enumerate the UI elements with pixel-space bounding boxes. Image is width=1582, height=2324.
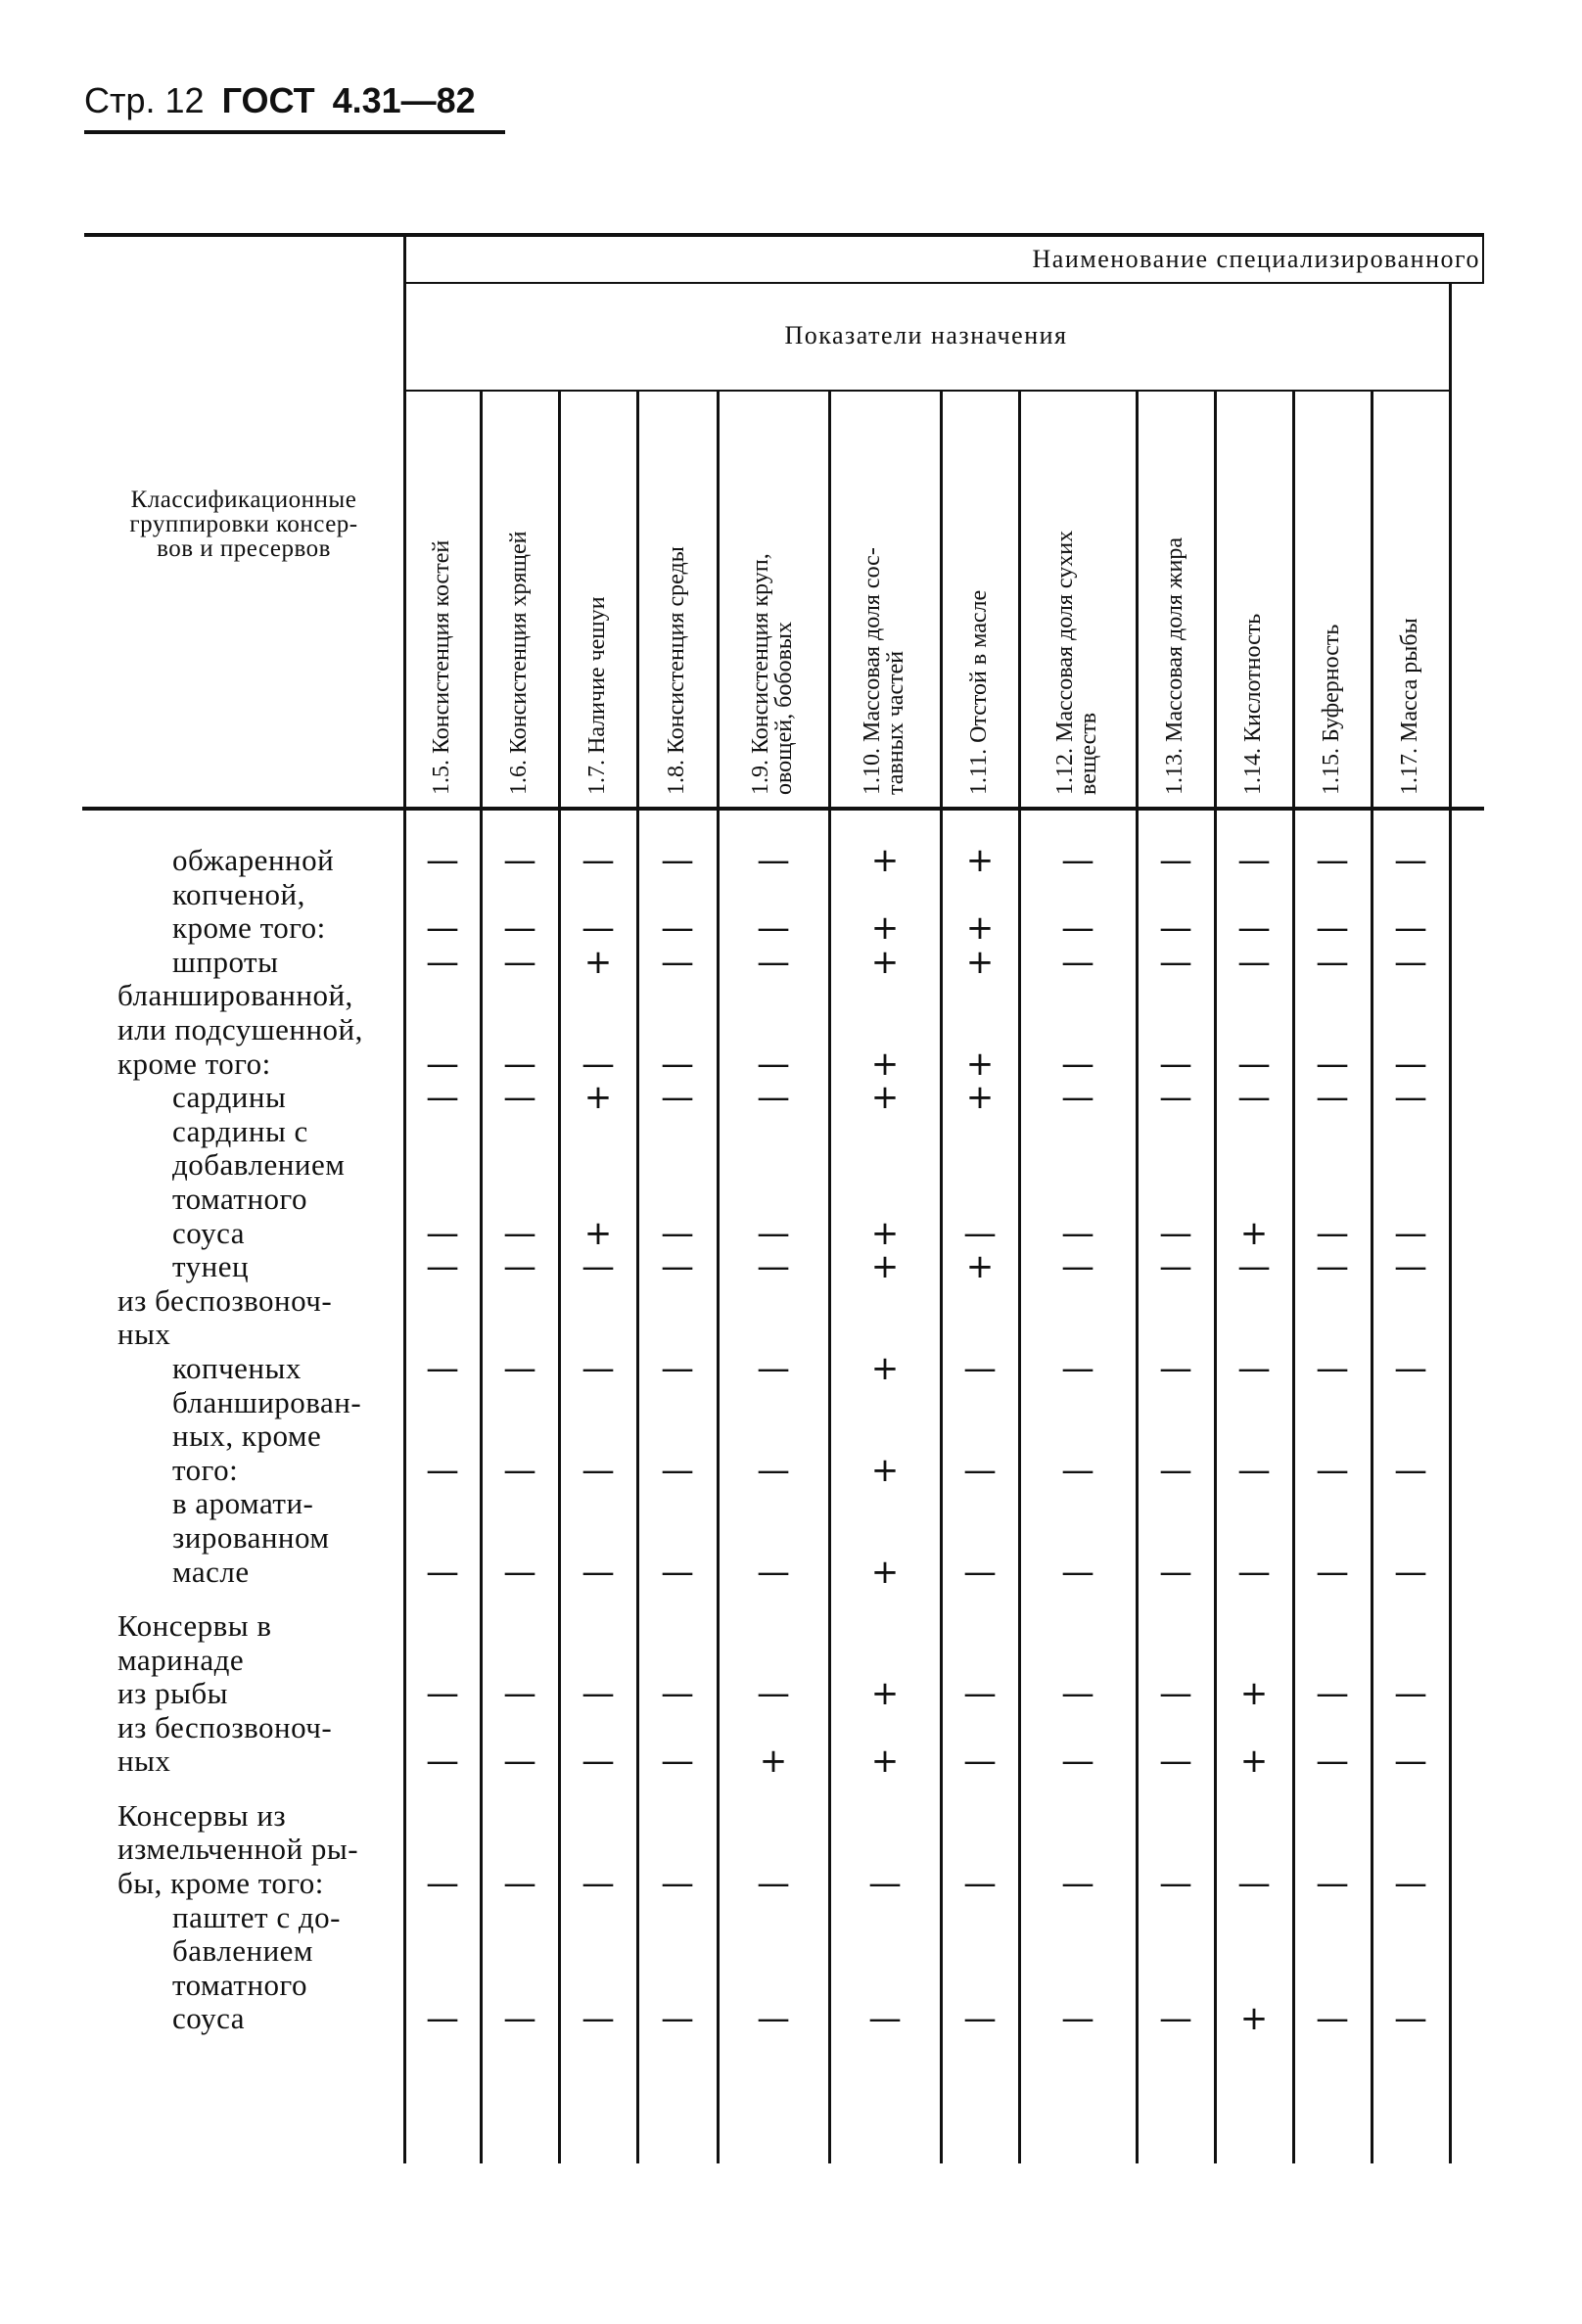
table-cell: + <box>870 1450 900 1490</box>
table-cell: — <box>1061 1044 1094 1084</box>
table-cell: — <box>1237 1078 1271 1118</box>
group-rule <box>403 282 1484 284</box>
table-cell: — <box>1061 942 1094 982</box>
table-cell: — <box>661 1349 694 1388</box>
standard-label: ГОСТ <box>221 80 315 120</box>
table-cell: — <box>1159 1078 1192 1118</box>
table-cell: — <box>1394 1044 1427 1084</box>
column-header-label: 1.6. Консистенция хрящей <box>506 531 532 795</box>
table-cell: — <box>1159 1674 1192 1714</box>
table-cell: — <box>1061 1863 1094 1903</box>
table-cell: — <box>1159 908 1192 949</box>
table-cell: — <box>1237 942 1271 982</box>
table-cell: + <box>1239 1999 1269 2039</box>
table-cell: — <box>426 1552 459 1592</box>
table-cell: — <box>582 1044 615 1084</box>
table-cell: — <box>1394 1552 1427 1592</box>
row-label: бланширован- ных, кроме того: <box>172 1384 362 1487</box>
table-cell: — <box>1237 1863 1271 1903</box>
table-cell: — <box>503 1044 536 1084</box>
column-header-label: 1.8. Консистенция среды <box>664 546 689 795</box>
table-cell: — <box>1394 841 1427 880</box>
table-cell: — <box>757 1247 790 1287</box>
column-divider <box>1018 392 1021 2163</box>
table-cell: — <box>1394 942 1427 982</box>
table-cell: — <box>1061 1742 1094 1782</box>
subgroup-title: Показатели назначения <box>784 321 1068 349</box>
table-cell: — <box>661 908 694 949</box>
column-header-label: 1.17. Масса рыбы <box>1397 618 1422 795</box>
page-number: Стр. 12 <box>84 80 205 120</box>
table-cell: — <box>426 908 459 949</box>
table-cell: — <box>426 1078 459 1118</box>
table-cell: — <box>1316 1450 1349 1490</box>
table-cell: — <box>1394 1742 1427 1782</box>
table-cell: — <box>1061 1247 1094 1287</box>
column-divider <box>403 235 406 2163</box>
table-cell: — <box>1159 1044 1192 1084</box>
table-cell: — <box>661 1078 694 1118</box>
column-header-label: 1.13. Массовая доля жира <box>1162 537 1187 795</box>
table-cell: — <box>1316 1349 1349 1388</box>
table-cell: + <box>870 1349 900 1388</box>
row-label: сардины <box>172 1080 287 1115</box>
table-cell: + <box>870 841 900 880</box>
table-cell: — <box>503 841 536 880</box>
table-cell: — <box>1061 1999 1094 2039</box>
table-cell: + <box>870 1552 900 1592</box>
table-cell: — <box>1316 1247 1349 1287</box>
table-cell: — <box>1394 908 1427 949</box>
row-label: тунец <box>172 1249 250 1284</box>
table-cell: — <box>426 841 459 880</box>
table-cell: — <box>963 1674 997 1714</box>
table-cell: — <box>868 1999 902 2039</box>
table-cell: — <box>1316 942 1349 982</box>
table-cell: — <box>757 1450 790 1490</box>
table-cell: — <box>1316 841 1349 880</box>
column-divider <box>1214 392 1217 2163</box>
row-header-label: Классификационные группировки консер- вов и пресервов <box>129 487 358 562</box>
table-cell: — <box>757 1674 790 1714</box>
table-cell: — <box>1061 1674 1094 1714</box>
table-cell: + <box>1239 1213 1269 1253</box>
column-header <box>1018 401 1136 803</box>
table-cell: — <box>426 1450 459 1490</box>
table-cell: — <box>1237 1247 1271 1287</box>
column-divider <box>1482 235 1484 284</box>
table-cell: + <box>870 1247 900 1287</box>
table-cell: — <box>1237 841 1271 880</box>
column-header-label: 1.5. Консистенция костей <box>429 539 454 795</box>
table-cell: — <box>661 942 694 982</box>
table-cell: — <box>1316 1999 1349 2039</box>
table-top-rule <box>84 233 1484 237</box>
table-cell: — <box>503 1450 536 1490</box>
table-cell: — <box>1316 1742 1349 1782</box>
table-cell: — <box>582 841 615 880</box>
table-cell: — <box>1061 1552 1094 1592</box>
column-header-label: 1.10. Массовая доля сос- тавных частей <box>860 547 908 795</box>
table-cell: — <box>503 1247 536 1287</box>
column-header <box>1292 401 1371 803</box>
table-cell: — <box>661 1999 694 2039</box>
table-cell: — <box>426 1863 459 1903</box>
column-header-label: 1.11. Отстой в масле <box>966 589 992 795</box>
row-label: Консервы из измельченной ры- бы, кроме того: <box>117 1797 359 1900</box>
table-cell: — <box>1159 1742 1192 1782</box>
table-cell: — <box>1316 1078 1349 1118</box>
table-cell: — <box>1159 841 1192 880</box>
row-label: копченых <box>172 1351 302 1385</box>
table-cell: — <box>661 1742 694 1782</box>
table-cell: — <box>582 908 615 949</box>
column-header-label: 1.7. Наличие чешуи <box>584 596 610 795</box>
table-cell: — <box>426 1742 459 1782</box>
table-cell: — <box>1061 841 1094 880</box>
table-cell: — <box>661 1044 694 1084</box>
table-cell: — <box>1159 1213 1192 1253</box>
row-label: паштет с до- бавлением томатного соуса <box>172 1899 341 2036</box>
table-cell: — <box>1394 1349 1427 1388</box>
table-cell: — <box>1061 1213 1094 1253</box>
table-cell: — <box>1159 942 1192 982</box>
table-cell: — <box>757 1078 790 1118</box>
row-label: Консервы в маринаде <box>117 1607 272 1677</box>
table-cell: — <box>503 1078 536 1118</box>
table-cell: — <box>503 908 536 949</box>
column-divider <box>1449 284 1452 2163</box>
column-header <box>1136 401 1214 803</box>
column-header <box>828 401 940 803</box>
table-cell: — <box>661 1674 694 1714</box>
row-label: бланшированной, или подсушенной, кроме того: <box>117 978 363 1081</box>
table-cell: — <box>1394 1999 1427 2039</box>
table-cell: — <box>757 908 790 949</box>
table-cell: — <box>582 1674 615 1714</box>
table-cell: — <box>582 1349 615 1388</box>
table-cell: — <box>963 1552 997 1592</box>
table-cell: + <box>583 942 613 982</box>
column-header <box>717 401 828 803</box>
table-cell: — <box>582 1552 615 1592</box>
table-cell: — <box>757 1044 790 1084</box>
table-cell: — <box>582 1863 615 1903</box>
table-cell: — <box>503 1742 536 1782</box>
table-cell: + <box>965 841 995 880</box>
table-cell: — <box>757 1999 790 2039</box>
table-cell: — <box>1159 1999 1192 2039</box>
table-cell: — <box>1237 1044 1271 1084</box>
table-cell: — <box>757 1552 790 1592</box>
table-cell: — <box>1159 1450 1192 1490</box>
table-cell: — <box>1061 1450 1094 1490</box>
table-cell: + <box>583 1213 613 1253</box>
table-cell: — <box>426 1247 459 1287</box>
table-cell: — <box>661 1213 694 1253</box>
table-cell: — <box>757 1213 790 1253</box>
table-cell: + <box>965 1044 995 1084</box>
table-cell: + <box>870 1044 900 1084</box>
table-cell: — <box>1061 1078 1094 1118</box>
table-cell: — <box>1237 908 1271 949</box>
table-cell: — <box>1316 1552 1349 1592</box>
table-cell: — <box>1394 1078 1427 1118</box>
table-cell: — <box>661 1450 694 1490</box>
column-header-label: 1.15. Буферность <box>1319 624 1344 795</box>
table-cell: — <box>1394 1450 1427 1490</box>
column-divider <box>1292 392 1295 2163</box>
table-cell: — <box>868 1863 902 1903</box>
table-cell: — <box>963 1450 997 1490</box>
table-cell: — <box>1159 1863 1192 1903</box>
table-cell: — <box>757 1349 790 1388</box>
table-cell: — <box>1316 1044 1349 1084</box>
table-cell: — <box>963 1349 997 1388</box>
column-header <box>636 401 717 803</box>
table-cell: — <box>1394 1247 1427 1287</box>
table-cell: — <box>503 1863 536 1903</box>
table-cell: — <box>661 1863 694 1903</box>
row-label: сардины с добавлением томатного соуса <box>172 1113 346 1250</box>
table-cell: — <box>503 942 536 982</box>
table-cell: — <box>1316 1674 1349 1714</box>
table-cell: + <box>870 1213 900 1253</box>
table-cell: — <box>1316 1863 1349 1903</box>
table-cell: + <box>965 908 995 949</box>
row-label: шпроты <box>172 944 279 979</box>
table-cell: — <box>1159 1349 1192 1388</box>
table-cell: — <box>661 1247 694 1287</box>
table-cell: + <box>759 1742 788 1782</box>
row-label: обжаренной копченой, кроме того: <box>172 843 335 946</box>
table-cell: — <box>1316 1213 1349 1253</box>
table-cell: — <box>582 1247 615 1287</box>
column-header <box>480 401 558 803</box>
table-cell: — <box>426 1674 459 1714</box>
table-cell: — <box>426 942 459 982</box>
column-divider <box>717 392 720 2163</box>
table-cell: — <box>1394 1674 1427 1714</box>
column-header-label: 1.14. Кислотность <box>1240 613 1266 795</box>
table-cell: — <box>963 1742 997 1782</box>
column-header <box>403 401 480 803</box>
table-cell: — <box>426 1999 459 2039</box>
table-cell: + <box>870 942 900 982</box>
row-label: из беспозвоноч- ных <box>117 1709 333 1779</box>
table-cell: — <box>1237 1349 1271 1388</box>
table-cell: — <box>426 1349 459 1388</box>
table-cell: — <box>1061 1349 1094 1388</box>
table-cell: + <box>965 1078 995 1118</box>
table-cell: + <box>965 1247 995 1287</box>
row-label: в аромати- зированном масле <box>172 1486 330 1589</box>
table-cell: — <box>757 1863 790 1903</box>
table-cell: — <box>1316 908 1349 949</box>
column-divider <box>828 392 831 2163</box>
column-header-label: 1.9. Консистенция круп, овощей, бобовых <box>748 553 797 795</box>
table-cell: — <box>1159 1552 1192 1592</box>
column-divider <box>1371 392 1373 2163</box>
table-cell: — <box>1061 908 1094 949</box>
table-cell: — <box>661 1552 694 1592</box>
table-cell: — <box>426 1044 459 1084</box>
column-header <box>558 401 636 803</box>
table-cell: — <box>503 1349 536 1388</box>
column-group-title: Наименование специализированного <box>1032 245 1480 273</box>
table-cell: — <box>503 1213 536 1253</box>
table-cell: + <box>870 908 900 949</box>
table-cell: + <box>1239 1742 1269 1782</box>
standard-number: 4.31—82 <box>332 80 476 120</box>
column-divider <box>480 392 483 2163</box>
header-bottom-rule <box>82 807 1484 811</box>
table-cell: — <box>1394 1863 1427 1903</box>
table-cell: + <box>1239 1674 1269 1714</box>
table-cell: — <box>963 1999 997 2039</box>
table-cell: — <box>757 942 790 982</box>
column-header <box>1371 401 1449 803</box>
column-header-label: 1.12. Массовая доля сухих веществ <box>1052 530 1101 795</box>
table-cell: — <box>1159 1247 1192 1287</box>
table-cell: — <box>503 1552 536 1592</box>
table-cell: + <box>965 942 995 982</box>
table-cell: — <box>1394 1213 1427 1253</box>
table-cell: — <box>582 1450 615 1490</box>
table-cell: — <box>963 1213 997 1253</box>
table-cell: — <box>582 1742 615 1782</box>
table-cell: — <box>757 841 790 880</box>
table-cell: + <box>583 1078 613 1118</box>
table-cell: + <box>870 1742 900 1782</box>
table-cell: — <box>963 1863 997 1903</box>
table-cell: — <box>426 1213 459 1253</box>
column-divider <box>1136 392 1139 2163</box>
table-cell: + <box>870 1078 900 1118</box>
row-label: из рыбы <box>117 1676 229 1711</box>
table-cell: — <box>661 841 694 880</box>
table-cell: — <box>1237 1552 1271 1592</box>
table-cell: — <box>582 1999 615 2039</box>
table-cell: — <box>1237 1450 1271 1490</box>
column-divider <box>558 392 561 2163</box>
table-cell: — <box>503 1999 536 2039</box>
column-divider <box>636 392 639 2163</box>
column-divider <box>940 392 943 2163</box>
row-label: из беспозвоноч- ных <box>117 1282 333 1352</box>
column-header <box>940 401 1018 803</box>
table-cell: — <box>503 1674 536 1714</box>
table-cell: + <box>870 1674 900 1714</box>
column-header <box>1214 401 1292 803</box>
